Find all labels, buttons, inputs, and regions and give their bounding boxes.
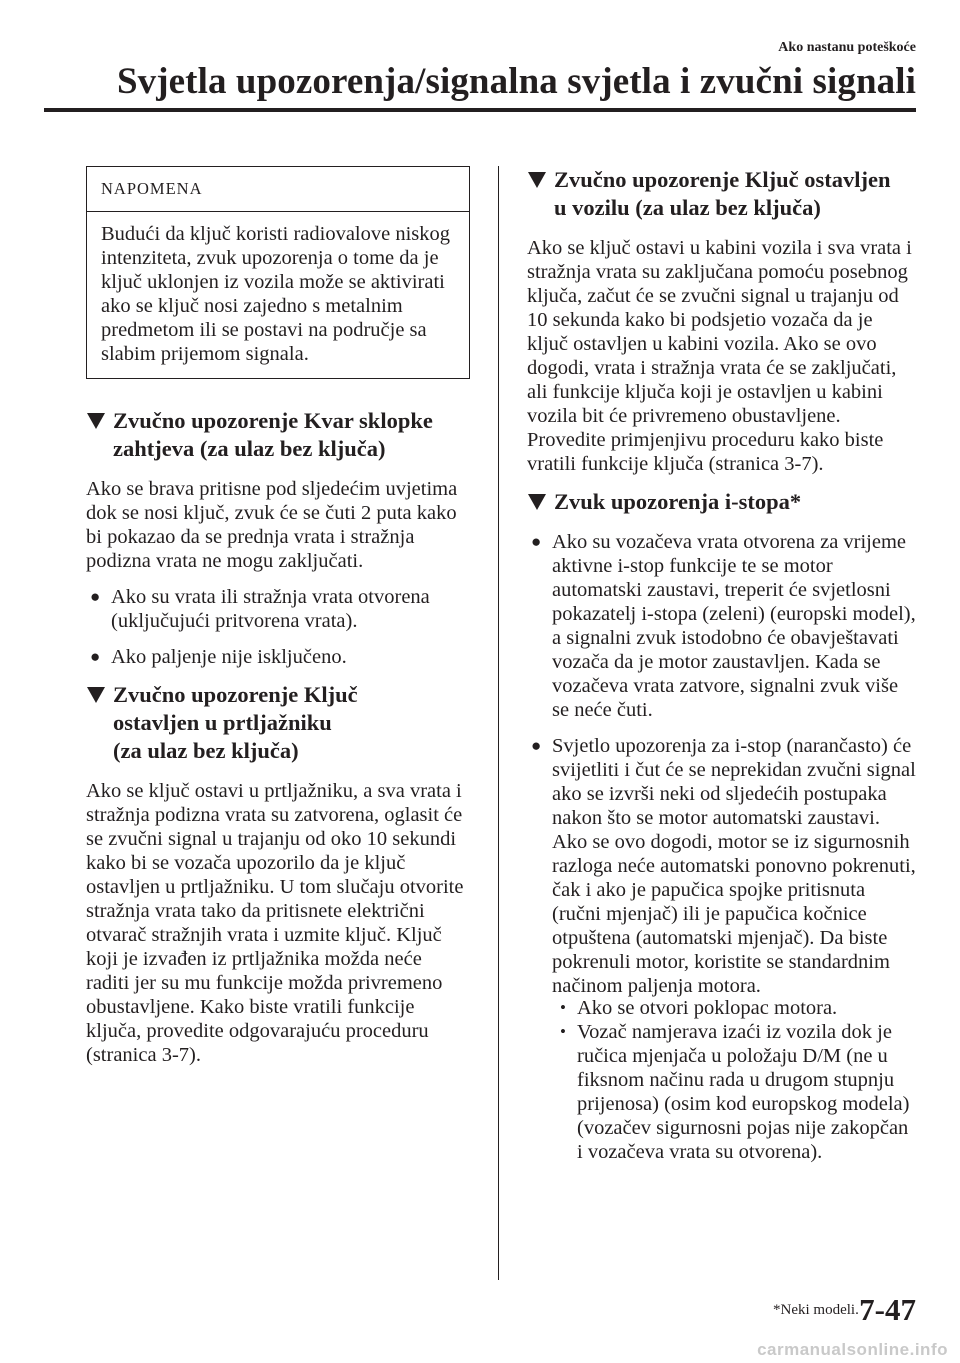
heading-line: zahtjeva (za ulaz bez ključa): [113, 436, 386, 461]
heading-kvar-sklopke: [86, 407, 470, 463]
bullet-icon: ●: [90, 587, 101, 606]
heading-line: Zvuk upozorenja i-stopa*: [554, 489, 802, 514]
header-section: Ako nastanu poteškoće: [778, 40, 916, 55]
list-item: ● Ako paljenje nije isključeno.: [90, 646, 347, 668]
page-title: Svjetla upozorenja/signalna svjetla i zvučni signali: [116, 61, 916, 102]
heading-line: Zvučno upozorenje Ključ: [113, 682, 358, 707]
heading-istop: [527, 488, 917, 516]
paragraph: Ako se ključ ostavi u prtljažniku, a sva vrata i stražnja podizna vrata su zatvorena, oglasit će se zvučni signal u trajanju od oko 10 sekundi kako bi se vozača upozorilo da je ključ ostavljen u prtljažniku. U tom slučaju otvorite stražnja vrata tako da pritisnete električni otvarač stražnjih vrata i uzmite ključ. Ključ koji je izvađen iz prtljažnika možda neće raditi jer su mu funkcije možda privremeno obustavljene. Kako biste vratili funkcije ključa, provedite odgovarajuću proceduru (stranica 3-7).: [86, 780, 464, 1066]
right-column: [527, 166, 917, 1176]
bullet-icon: •: [560, 1022, 566, 1041]
page-number: 7-47: [859, 1292, 916, 1327]
triangle-down-icon: [87, 413, 105, 429]
column-divider: [498, 166, 499, 1280]
list-item: • Vozač namjerava izaći iz vozila dok je ručica mjenjača u položaju D/M (ne u fiksnom načinu rada u drugom stupnju prijenosa) (osim kod europskog modela) (vozačev sigurnosni pojas nije zakopčan i vozačeva vrata su otvorena).: [560, 1021, 910, 1163]
note-label: NAPOMENA: [87, 167, 469, 212]
bullet-icon: •: [560, 998, 566, 1017]
note-box: [86, 166, 470, 379]
left-column: [86, 166, 470, 1079]
heading-line: (za ulaz bez ključa): [113, 738, 299, 763]
paragraph: Provedite primjenjivu proceduru kako biste vratili funkcije ključa (stranica 3-7).: [527, 429, 884, 475]
list-item: • Ako se otvori poklopac motora.: [560, 997, 838, 1019]
heading-line: Zvučno upozorenje Kvar sklopke: [113, 408, 433, 433]
paragraph: Ako se brava pritisne pod sljedećim uvjetima dok se nosi ključ, zvuk će se čuti 2 puta kako bi pokazao da se prednja vrata i stražnja podizna vrata ne mogu zaključati.: [86, 478, 458, 572]
heading-line: u vozilu (za ulaz bez ključa): [554, 195, 821, 220]
list-item: ● Ako su vozačeva vrata otvorena za vrijeme aktivne i-stop funkcije te se motor automatski zaustavi, treperit će svjetlosni pokazatelj i-stopa (zeleni) (europski model), a signalni zvuk istodobno će obavještavati vozača da je motor zaustavljen. Kada se vozačeva vrata zatvore, signalni zvuk više se neće čuti.: [531, 531, 916, 721]
footer-note: *Neki modeli.: [773, 1302, 859, 1318]
list-item: ● Ako su vrata ili stražnja vrata otvorena (uključujući pritvorena vrata).: [90, 586, 430, 632]
bullet-list: [527, 530, 917, 1164]
bullet-icon: ●: [90, 647, 101, 666]
header-rule: [44, 108, 916, 112]
heading-kabina: [527, 166, 917, 222]
bullet-icon: ●: [531, 532, 542, 551]
paragraph: Ako se ključ ostavi u kabini vozila i sva vrata i stražnja vrata su zaključana pomoću posebnog ključa, začut će se zvučni signal u trajanju od 10 sekunda kako bi podsjetio vozača da je ključ ostavljen u kabini vozila. Ako se ovo dogodi, vrata i stražnja vrata će se zaključati, ali funkcije ključa koji je ostavljen u kabini vozila bit će privremeno obustavljene.: [527, 237, 912, 427]
heading-line: ostavljen u prtljažniku: [113, 710, 332, 735]
triangle-down-icon: [528, 172, 546, 188]
note-text: Budući da ključ koristi radiovalove niskog intenziteta, zvuk upozorenja o tome da je ključ uklonjen iz vozila može se aktivirati ako se ključ nosi zajedno s metalnim predmetom ili se postavi na područje sa slabim prijemom signala.: [101, 223, 451, 365]
triangle-down-icon: [528, 494, 546, 510]
triangle-down-icon: [87, 687, 105, 703]
bullet-list: [86, 585, 470, 669]
heading-prtljaznik: [86, 681, 470, 765]
heading-line: Zvučno upozorenje Ključ ostavljen: [554, 167, 891, 192]
list-item: ● Svjetlo upozorenja za i-stop (narančasto) će svijetliti i čut će se neprekidan zvučni signal ako se izvrši neki od sljedećih postupaka nakon što se motor automatski zaustavi. Ako se ovo dogodi, motor se iz sigurnosnih razloga neće automatski ponovno pokrenuti, čak i ako je papučica spojke pritisnuta (ručni mjenjač) ili je papučica kočnice otpuštena (automatski mjenjač). Da biste pokrenuli motor, koristite se standardnim načinom paljenja motora. • Ako se otvori poklopac motora. • Vozač namjerava izaći iz vozila dok je ručica mjenjača u položaju D/M (ne u fiksnom načinu rada u drugom stupnju prijenosa) (osim kod europskog modela) (vozačev sigurnosni pojas nije zakopčan i vozačeva vrata su otvorena).: [531, 735, 916, 1163]
sub-bullet-list: [552, 996, 917, 1164]
watermark: carmanualsonline.info: [757, 1340, 948, 1359]
bullet-icon: ●: [531, 736, 542, 755]
